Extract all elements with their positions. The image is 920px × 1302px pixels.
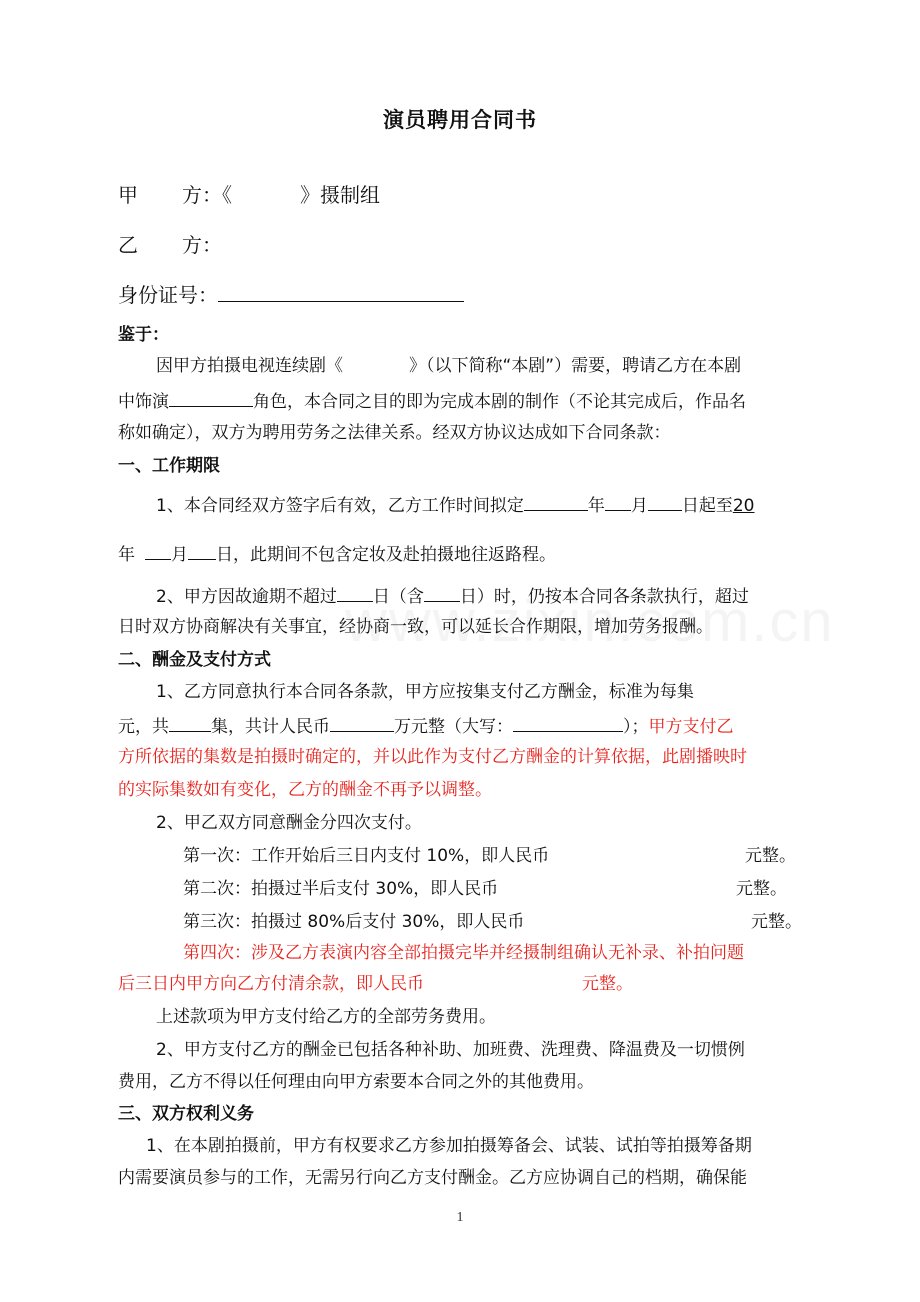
total-amount-blank bbox=[330, 713, 394, 732]
clause-text: 1、本合同经双方签字后有效，乙方工作时间拟定 bbox=[156, 496, 524, 516]
clause-text: 日起至 bbox=[681, 496, 733, 516]
red-clause-text: 甲方支付乙 bbox=[648, 717, 734, 737]
recitals-text: 因甲方拍摄电视连续剧《 bbox=[156, 356, 343, 376]
overdue-days-blank bbox=[337, 583, 373, 602]
payment-4-line-1: 第四次：涉及乙方表演内容全部拍摄完毕并经摄制组确认无补录、补拍问题 bbox=[183, 943, 744, 963]
clause-text: 日，此期间不包含定妆及赴拍摄地往返路程。 bbox=[216, 545, 556, 565]
start-day-blank bbox=[648, 492, 682, 511]
recitals-line-3: 称如确定），双方为聘用劳务之法律关系。经双方协议达成如下合同条款： bbox=[118, 423, 671, 443]
start-month-blank bbox=[605, 492, 631, 511]
section-2-clause-3-line-2: 费用，乙方不得以任何理由向甲方索要本合同之外的其他费用。 bbox=[118, 1072, 594, 1092]
document-title: 演员聘用合同书 bbox=[383, 108, 537, 132]
party-a-label-2: 方：《 bbox=[182, 183, 232, 207]
section-3-clause-1-line-2: 内需要演员参与的工作，无需另行向乙方支付酬金。乙方应协调自己的档期，确保能 bbox=[118, 1168, 747, 1188]
recitals-text: 中饰演 bbox=[118, 392, 169, 412]
recitals-text: 》（以下简称“本剧”）需要，聘请乙方在本剧 bbox=[409, 356, 742, 376]
clause-text: 月 bbox=[171, 545, 188, 565]
section-3-clause-1-line-1: 1、在本剧拍摄前，甲方有权要求乙方参加拍摄筹备会、试装、试拍等拍摄筹备期 bbox=[146, 1136, 752, 1156]
section-2-clause-1-line-4: 的实际集数如有变化，乙方的酬金不再予以调整。 bbox=[118, 780, 492, 800]
clause-text: 日（含 bbox=[372, 587, 424, 607]
clause-text: 年 bbox=[118, 545, 135, 565]
id-number-line bbox=[118, 281, 464, 307]
section-2-clause-1-line-1: 1、乙方同意执行本合同各条款，甲方应按集支付乙方酬金，标准为每集 bbox=[156, 682, 694, 702]
party-b-line bbox=[118, 233, 222, 257]
payment-1-line bbox=[183, 845, 549, 867]
clause-text: 2、甲方因故逾期不超过 bbox=[156, 587, 337, 607]
id-number-blank bbox=[218, 281, 464, 302]
party-a-suffix: 》摄制组 bbox=[300, 183, 380, 207]
payment-4-suffix: 元整。 bbox=[582, 974, 633, 994]
party-b-label: 乙 bbox=[118, 233, 138, 257]
section-2-heading: 二、酬金及支付方式 bbox=[118, 650, 271, 670]
section-1-heading: 一、工作期限 bbox=[118, 456, 220, 476]
section-2-clause-1-line-3: 方所依据的集数是拍摄时确定的，并以此作为支付乙方酬金的计算依据，此剧播映时 bbox=[118, 747, 747, 767]
episode-count-blank bbox=[169, 713, 211, 732]
payment-2-line: 第二次：拍摄过半后支付 30%，即人民币 bbox=[183, 879, 499, 899]
end-month-blank bbox=[145, 541, 171, 560]
recitals-line-1 bbox=[156, 355, 741, 377]
id-number-label: 身份证号： bbox=[118, 283, 218, 307]
section-1-clause-1-line-1 bbox=[156, 492, 754, 517]
role-blank bbox=[169, 388, 253, 407]
recitals-heading: 鉴于： bbox=[118, 325, 169, 345]
amount-in-words-blank bbox=[513, 713, 623, 732]
section-3-heading: 三、双方权利义务 bbox=[118, 1104, 254, 1124]
page-number: 1 bbox=[456, 1210, 464, 1225]
section-2-clause-1-line-2 bbox=[118, 713, 734, 738]
clause-text: 元，共 bbox=[118, 717, 169, 737]
clause-text: 万元整（大写： bbox=[394, 717, 513, 737]
recitals-text: 角色，本合同之目的即为完成本剧的制作（不论其完成后，作品名 bbox=[253, 392, 746, 412]
payment-3-line: 第三次：拍摄过 80%后支付 30%，即人民币 bbox=[183, 912, 525, 932]
clause-text: 日）时，仍按本合同各条款执行，超过 bbox=[459, 587, 749, 607]
payment-text: 第一次：工作开始后三日内支付 10%，即人民币 bbox=[183, 846, 550, 866]
payment-4-line-2: 后三日内甲方向乙方付清余款，即人民币 bbox=[118, 974, 424, 994]
party-a-label: 甲 bbox=[118, 183, 138, 207]
clause-text: 月 bbox=[630, 496, 648, 516]
party-b-label-2: 方： bbox=[182, 233, 222, 257]
recitals-line-2 bbox=[118, 388, 746, 413]
start-year-blank bbox=[524, 492, 588, 511]
overdue-days-incl-blank bbox=[424, 583, 460, 602]
clause-text: 集，共计人民币 bbox=[211, 717, 330, 737]
payment-2-suffix: 元整。 bbox=[736, 879, 787, 899]
end-day-blank bbox=[188, 541, 216, 560]
payment-1-suffix: 元整。 bbox=[745, 846, 796, 866]
section-2-clause-2-intro: 2、甲乙双方同意酬金分四次支付。 bbox=[156, 813, 422, 833]
section-1-clause-2-line-2: 日时双方协商解决有关事宜，经协商一致，可以延长合作期限，增加劳务报酬。 bbox=[118, 617, 713, 637]
clause-text: 年 bbox=[587, 496, 605, 516]
section-1-clause-2-line-1 bbox=[156, 583, 749, 608]
section-1-clause-1-line-2 bbox=[118, 541, 556, 566]
end-year-prefix: 20 bbox=[732, 496, 755, 516]
payment-3-suffix: 元整。 bbox=[751, 912, 802, 932]
party-a-line bbox=[118, 183, 380, 207]
clause-text: ）； bbox=[623, 717, 649, 737]
section-2-clause-3-line-1: 2、甲方支付乙方的酬金已包括各种补助、加班费、洗理费、降温费及一切惯例 bbox=[156, 1040, 745, 1060]
payment-summary: 上述款项为甲方支付给乙方的全部劳务费用。 bbox=[156, 1007, 496, 1027]
